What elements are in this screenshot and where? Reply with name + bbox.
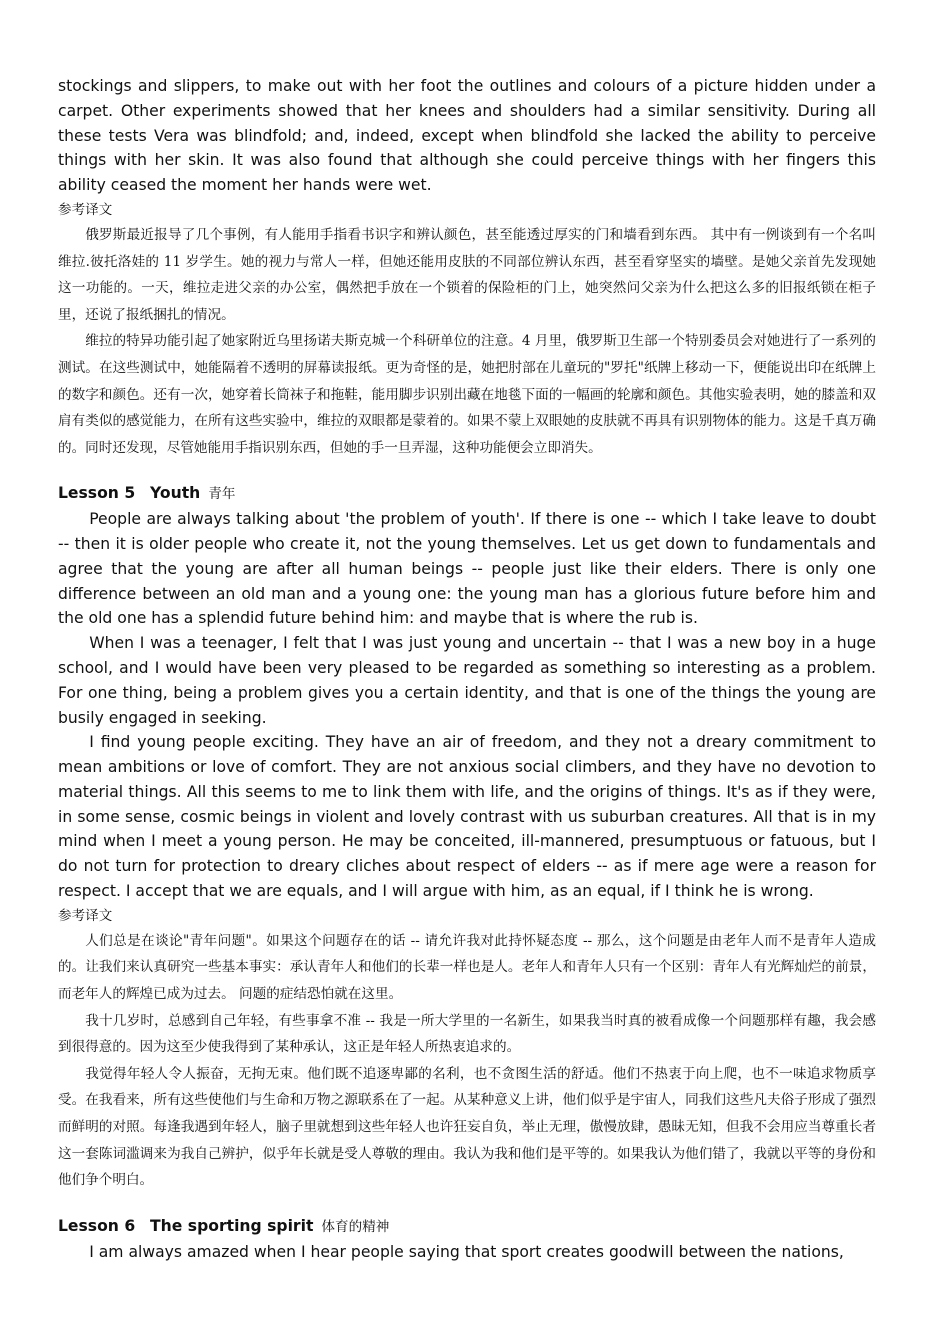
lesson4-chinese-paragraph-1: 俄罗斯最近报导了几个事例，有人能用手指看书识字和辨认颜色，甚至能透过厚实的门和墙看到东西。 其中有一例谈到有一个名叫维拉.彼托洛娃的 11 岁学生。她的视力与常人一样，但她还能用皮肤的不同部位辨认东西，甚至看穿坚实的墙壁。是她父亲首先发现她这一功能的。一天，维拉走进父亲的办公室，偶然把手放在一个锁着的保险柜的门上，她突然问父亲为什么把这么多的旧报纸锁在柜子里，还说了报纸捆扎的情况。 [58,226,876,323]
lesson5-english-paragraph-2: When I was a teenager, I felt that I was just young and uncertain -- that I was a new boy in a huge school, and I would have been very pleased to be regarded as something so interesting as a problem. For one thing, being a problem gives you a certain identity, and that is one of the things the young are busily engaged in seeking. [58,634,876,727]
lesson4-chinese-paragraph-2: 维拉的特异功能引起了她家附近乌里扬诺夫斯克城一个科研单位的注意。4 月里，俄罗斯卫生部一个特别委员会对她进行了一系列的测试。在这些测试中，她能隔着不透明的屏幕读报纸。更为奇怪的是，她把肘部在儿童玩的"罗托"纸牌上移动一下，便能说出印在纸牌上的数字和颜色。还有一次，她穿着长筒袜子和拖鞋，能用脚步识别出藏在地毯下面的一幅画的轮廓和颜色。其他实验表明，她的膝盖和双肩有类似的感觉能力，在所有这些实验中，维拉的双眼都是蒙着的。如果不蒙上双眼她的皮肤就不再具有识别物体的能力。这是千真万确的。同时还发现，尽管她能用手指识别东西，但她的手一旦弄湿，这种功能便会立即消失。 [58,333,876,456]
lesson4-reference-label: 参考译文 [58,201,113,218]
lesson5-english-paragraph-3: I find young people exciting. They have an air of freedom, and they not a dreary commitment to mean ambitions or love of comfort. They are not anxious social climbers, and they have no devotion to material things. All this seems to me to link them with life, and the origins of things. It's as if they were, in some sense, cosmic beings in violent and lovely contrast with us suburban creatures. All that is in my mind when I meet a young person. He may be conceited, ill-mannered, presumptuous or fatuous, but I do not turn for protection to dreary cliches about respect of elders -- as if mere age were a reason for respect. I accept that we are equals, and I will argue with him, as an equal, if I think he is wrong. [58,733,876,901]
spacer [58,461,876,481]
spacer [58,1194,876,1214]
lesson6-heading [58,1214,876,1240]
lesson6-english-paragraph-1: I am always amazed when I hear people saying that sport creates goodwill between the nations, [89,1242,844,1261]
lesson5-number: Lesson 5 [58,484,136,503]
lesson6-title-cn: 体育的精神 [321,1218,390,1235]
document-page [58,74,876,1264]
lesson6-title: The sporting spirit [150,1216,314,1235]
lesson5-heading [58,481,876,507]
lesson5-reference-label: 参考译文 [58,907,113,924]
lesson5-chinese-paragraph-3: 我觉得年轻人令人振奋，无拘无束。他们既不追逐卑鄙的名利，也不贪图生活的舒适。他们不热衷于向上爬，也不一味追求物质享受。在我看来，所有这些使他们与生命和万物之源联系在了一起。从某种意义上讲，他们似乎是宇宙人，同我们这些凡夫俗子形成了强烈而鲜明的对照。每逢我遇到年轻人，脑子里就想到这些年轻人也许狂妄自负，举止无理，傲慢放肆，愚昧无知，但我不会用应当尊重长者这一套陈词滥调来为我自己辨护，似乎年长就是受人尊敬的理由。我认为我和他们是平等的。如果我认为他们错了，我就以平等的身份和他们争个明白。 [58,1065,876,1189]
lesson5-chinese-paragraph-2: 我十几岁时，总感到自己年轻，有些事拿不准 -- 我是一所大学里的一名新生，如果我当时真的被看成像一个问题那样有趣，我会感到很得意的。因为这至少使我得到了某种承认，这正是年轻人所热衷追求的。 [58,1012,876,1056]
lesson4-english-paragraph: stockings and slippers, to make out with her foot the outlines and colours of a picture hidden under a carpet. Other experiments showed that her knees and shoulders had a similar sensitivity. During all these tests Vera was blindfold; and, indeed, except when blindfold she lacked the ability to perceive things with her skin. It was also found that although she could perceive things with her fingers this ability ceased the moment her hands were wet. [58,77,876,195]
lesson5-chinese-paragraph-1: 人们总是在谈论"青年问题"。如果这个问题存在的话 -- 请允许我对此持怀疑态度 -- 那么，这个问题是由老年人而不是青年人造成的。让我们来认真研究一些基本事实：承认青年人和他们的长辈一样也是人。老年人和青年人只有一个区别：青年人有光辉灿烂的前景，而老年人的辉煌已成为过去。 问题的症结恐怕就在这里。 [58,932,876,1003]
lesson5-english-paragraph-1: People are always talking about 'the problem of youth'. If there is one -- which I take leave to doubt -- then it is older people who create it, not the young themselves. Let us get down to fundamentals and agree that the young are after all human beings -- people just like their elders. There is only one difference between an old man and a young one: the young man has a glorious future before him and the old one has a splendid future behind him: and maybe that is where the rub is. [58,510,876,628]
lesson5-title-cn: 青年 [208,486,236,503]
lesson6-number: Lesson 6 [58,1216,136,1235]
lesson5-title: Youth [150,484,201,503]
